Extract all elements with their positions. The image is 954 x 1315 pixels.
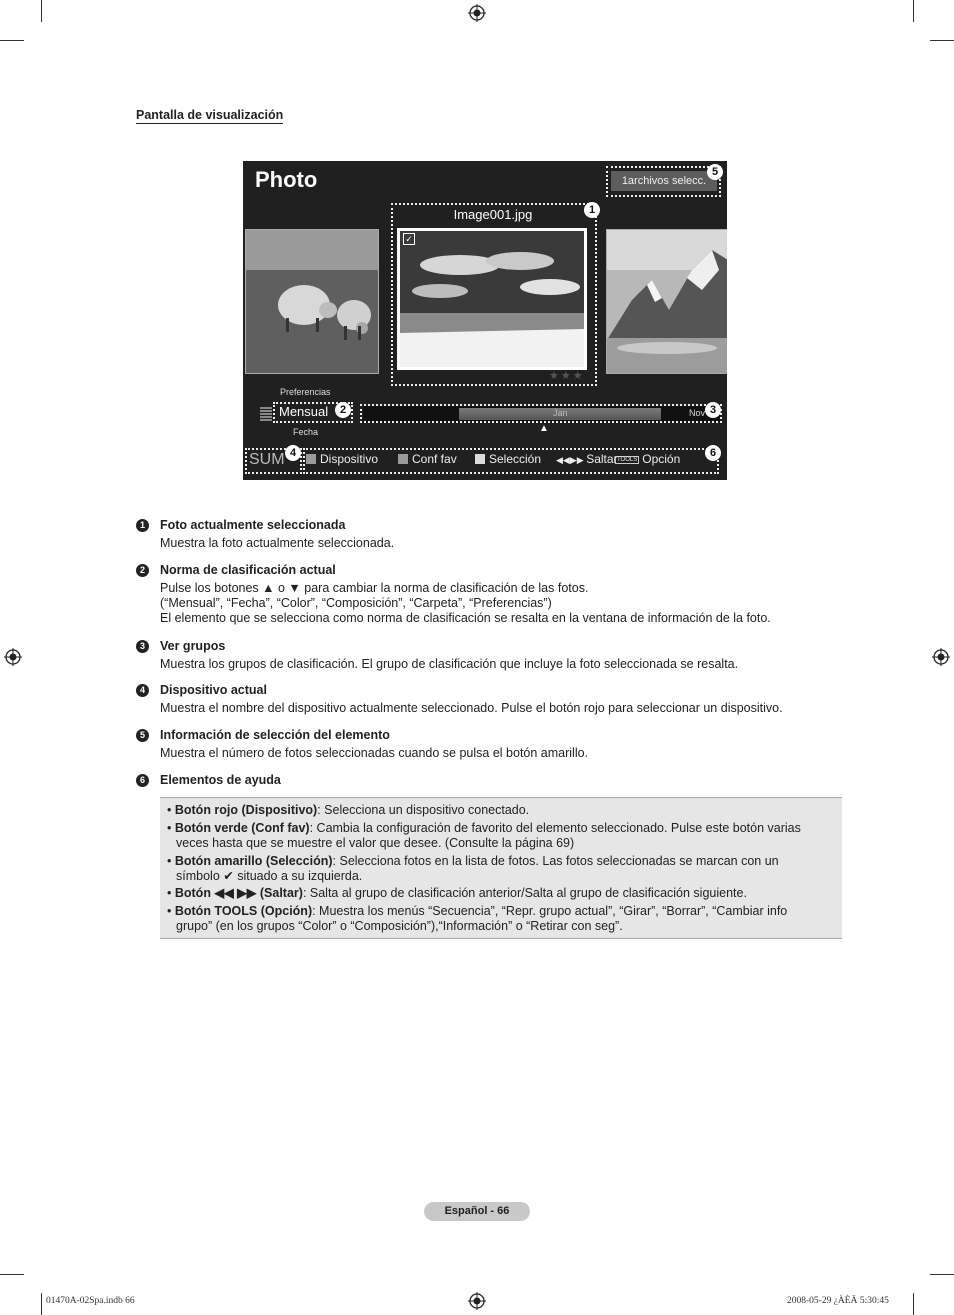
help-bold: (Saltar) — [256, 886, 303, 900]
help-dispositivo-label: Dispositivo — [320, 452, 379, 466]
help-line: • Botón rojo (Dispositivo): Selecciona un dispositivo conectado. — [167, 803, 530, 817]
help-conf-fav-label: Conf fav — [412, 452, 457, 466]
yellow-button-icon — [475, 454, 485, 464]
item-title: Elementos de ayuda — [160, 773, 281, 787]
callout-badge-6: 6 — [705, 445, 721, 461]
item-number-5: 5 — [136, 729, 149, 742]
page-number-pill: Español - 66 — [424, 1202, 530, 1221]
crop-mark — [0, 40, 24, 41]
callout-badge-3: 3 — [705, 402, 721, 418]
item-title: Ver grupos — [160, 639, 226, 653]
help-opcion-label: Opción — [642, 452, 681, 466]
crop-mark — [913, 1293, 914, 1315]
skip-arrows-icon: ◀◀ ▶▶ — [214, 886, 257, 900]
help-seleccion[interactable] — [475, 452, 541, 466]
help-saltar[interactable] — [556, 452, 618, 466]
groups-outline — [360, 404, 722, 423]
section-title: Pantalla de visualización — [136, 108, 284, 122]
group-pointer-icon: ▲ — [539, 423, 549, 434]
help-text: : Salta al grupo de clasificación anterior/Salta al grupo de clasificación siguiente. — [302, 886, 747, 900]
group-current-label: Jan — [553, 408, 568, 418]
item-desc: Muestra la foto actualmente seleccionada. — [160, 536, 395, 550]
selection-info-outline — [606, 166, 721, 197]
help-line: • Botón TOOLS (Opción): Muestra los menús “Secuencia”, “Repr. grupo actual”, “Girar”, “Borrar”, “Cambiar info — [167, 904, 788, 918]
item-title: Información de selección del elemento — [160, 728, 390, 742]
crop-mark — [41, 1293, 42, 1315]
item-title: Foto actualmente seleccionada — [160, 518, 346, 532]
registration-mark-icon — [468, 1292, 486, 1310]
photo-thumbnail-next[interactable] — [606, 229, 727, 374]
item-desc: (“Mensual”, “Fecha”, “Color”, “Composición”, “Carpeta”, “Preferencias”) — [160, 596, 552, 610]
help-conf-fav[interactable] — [398, 452, 457, 466]
group-next-label: Nov — [689, 408, 706, 418]
selection-info: 1archivos selecc. — [611, 171, 717, 191]
item-number-3: 3 — [136, 640, 149, 653]
help-text: : Selecciona un dispositivo conectado. — [317, 803, 530, 817]
help-line-cont: símbolo ✔ situado a su izquierda. — [176, 869, 363, 883]
help-bold: Botón verde (Conf fav) — [174, 821, 310, 835]
help-line-cont: grupo” (en los grupos “Color” o “Composición”),“Información” o “Retirar con seg”. — [176, 919, 623, 933]
item-desc: Muestra los grupos de clasificación. El grupo de clasificación que incluye la foto seleccionada se resalta. — [160, 657, 739, 671]
red-button-icon — [306, 454, 316, 464]
item-number-4: 4 — [136, 684, 149, 697]
crop-mark — [930, 1274, 954, 1275]
registration-mark-icon — [932, 648, 950, 666]
registration-mark-icon — [468, 4, 486, 22]
item-desc: Muestra el número de fotos seleccionadas cuando se pulsa el botón amarillo. — [160, 746, 589, 760]
help-line: • Botón ◀◀ ▶▶ (Saltar): Salta al grupo de clasificación anterior/Salta al grupo de clasificación siguiente. — [167, 886, 747, 900]
item-desc: Muestra el nombre del dispositivo actualmente seleccionado. Pulse el botón rojo para seleccionar un dispositivo. — [160, 701, 783, 715]
green-button-icon — [398, 454, 408, 464]
item-number-2: 2 — [136, 564, 149, 577]
photo-thumbnail-current[interactable] — [397, 228, 587, 370]
item-number-1: 1 — [136, 519, 149, 532]
help-opcion[interactable] — [615, 452, 680, 466]
help-saltar-label: Saltar — [586, 452, 618, 466]
help-bold: Botón TOOLS (Opción) — [174, 904, 313, 918]
crop-mark — [930, 40, 954, 41]
item-desc: Pulse los botones ▲ o ▼ para cambiar la norma de clasificación de las fotos. — [160, 581, 589, 595]
help-line: • Botón verde (Conf fav): Cambia la configuración de favorito del elemento seleccionado. Pulse este botón varias — [167, 821, 801, 835]
help-line: • Botón amarillo (Selección): Selecciona fotos en la lista de fotos. Las fotos seleccionadas se marcan con un — [167, 854, 779, 868]
selected-check-icon: ✓ — [403, 233, 415, 245]
help-text: : Cambia la configuración de favorito del elemento seleccionado. Pulse este botón varias — [309, 821, 801, 835]
photo-filename: Image001.jpg — [453, 207, 533, 222]
footer-file-info: 01470A-02Spa.indb 66 — [46, 1296, 135, 1306]
callout-badge-1: 1 — [584, 202, 600, 218]
crop-mark — [0, 1274, 24, 1275]
item-title: Dispositivo actual — [160, 683, 267, 697]
help-text: : Selecciona fotos en la lista de fotos. Las fotos seleccionadas se marcan con un — [332, 854, 779, 868]
help-box — [160, 797, 842, 939]
screen-title: Photo — [255, 167, 318, 192]
crop-mark — [913, 0, 914, 22]
help-bold: Botón — [174, 886, 211, 900]
photo-thumbnail-prev[interactable] — [245, 229, 379, 374]
sort-next-label: Fecha — [293, 427, 319, 437]
sort-prev-label: Preferencias — [280, 387, 331, 397]
device-label[interactable]: SUM — [249, 451, 285, 468]
sort-current-label[interactable]: Mensual — [279, 404, 329, 419]
help-line-cont: veces hasta que se muestre el valor que desee. (Consulte la página 69) — [176, 836, 575, 850]
registration-mark-icon — [4, 648, 22, 666]
crop-mark — [41, 0, 42, 22]
footer-timestamp: 2008-05-29 ¿ÀÈÄ 5:30:45 — [787, 1296, 889, 1306]
tools-tag: TOOLS — [617, 457, 638, 463]
help-text: : Muestra los menús “Secuencia”, “Repr. grupo actual”, “Girar”, “Borrar”, “Cambiar info — [312, 904, 788, 918]
rating-stars-icon: ★★★ — [549, 370, 585, 382]
sort-menu-icon — [260, 407, 272, 421]
help-bold: Botón amarillo (Selección) — [174, 854, 333, 868]
help-seleccion-label: Selección — [489, 452, 542, 466]
item-title: Norma de clasificación actual — [160, 563, 336, 577]
callout-badge-5: 5 — [707, 164, 723, 180]
callout-badge-4: 4 — [285, 445, 301, 461]
item-number-6: 6 — [136, 774, 149, 787]
help-dispositivo[interactable] — [306, 452, 378, 466]
photo-screen — [243, 161, 727, 480]
item-desc: El elemento que se selecciona como norma de clasificación se resalta en la ventana de información de la foto. — [160, 611, 771, 625]
skip-arrows-icon: ◀◀▶▶ — [556, 455, 587, 465]
callout-badge-2: 2 — [335, 402, 351, 418]
help-bold: Botón rojo (Dispositivo) — [174, 803, 318, 817]
